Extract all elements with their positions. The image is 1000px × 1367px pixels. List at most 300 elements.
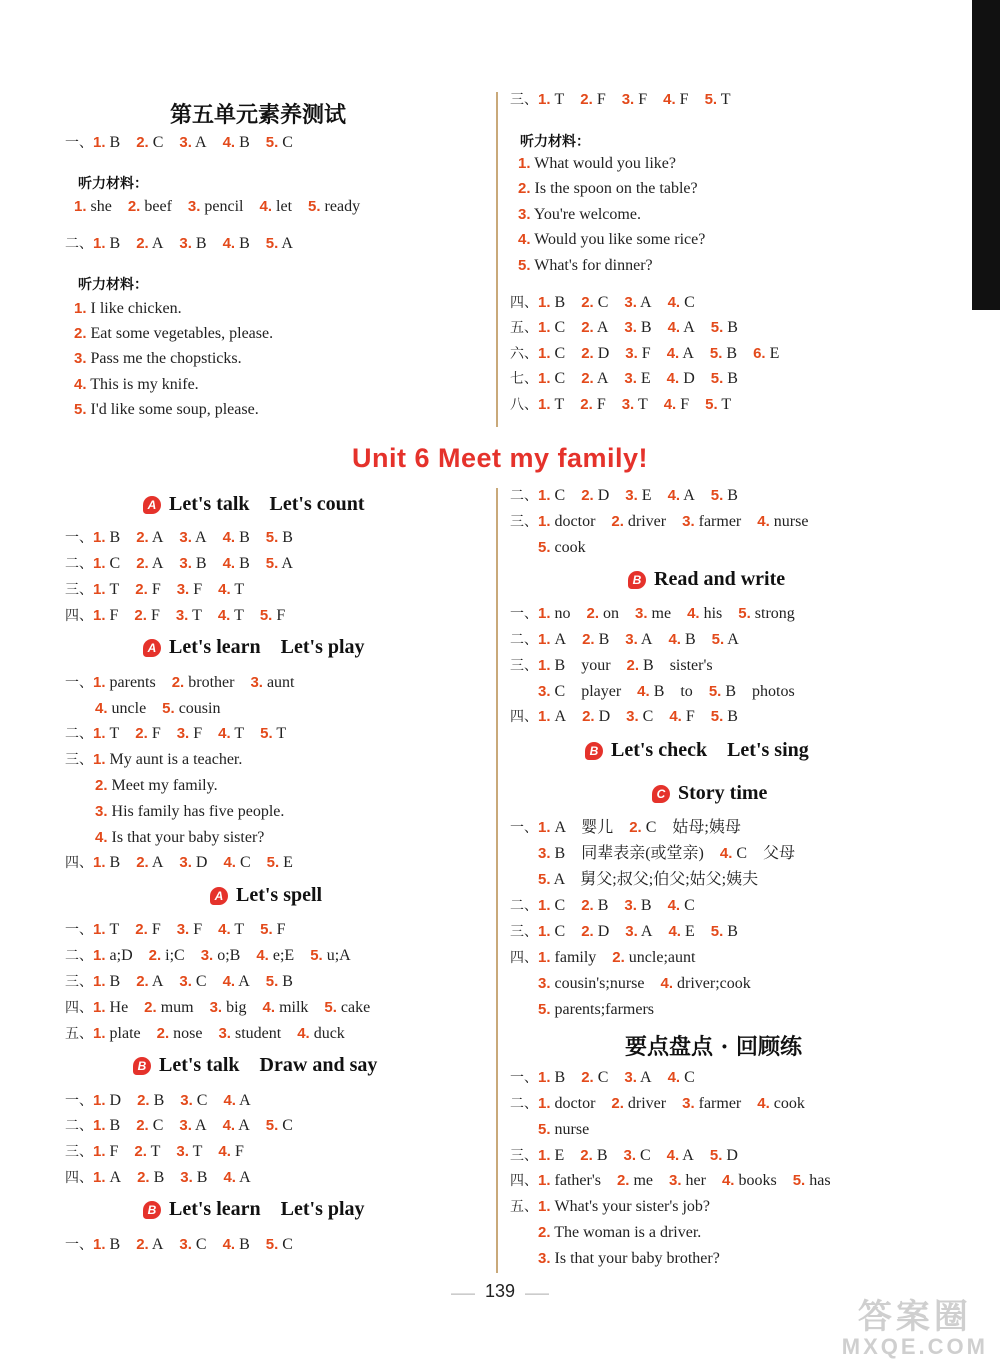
- question-number: 三、: [510, 92, 538, 108]
- item-answer: has: [805, 1172, 831, 1189]
- item-answer: uncle;aunt: [624, 949, 696, 966]
- item-answer: nose: [169, 1025, 203, 1042]
- item-answer: T: [634, 396, 648, 413]
- item-number: 4.: [667, 1069, 681, 1086]
- item-number: 2.: [136, 529, 149, 546]
- answer-line: [74, 375, 199, 395]
- item-answer: T: [717, 91, 731, 108]
- answer-line: [65, 234, 293, 254]
- item-number: 2.: [581, 487, 594, 504]
- item-number: 2.: [136, 134, 149, 151]
- item-number: 1.: [538, 1095, 551, 1112]
- answer-line: [518, 205, 641, 225]
- item-answer: D: [191, 854, 208, 871]
- item-number: 2.: [134, 607, 147, 624]
- answer-line: [510, 486, 738, 506]
- item-number: 1.: [93, 674, 106, 691]
- item-number: 3.: [625, 923, 638, 940]
- item-number: 3.: [176, 921, 190, 938]
- item-answer: B: [235, 235, 250, 252]
- lesson-heading: [628, 568, 785, 591]
- watermark-line1: 答案圈: [857, 1298, 972, 1336]
- item-answer: parents: [105, 674, 156, 691]
- item-number: 5.: [265, 973, 279, 990]
- item-answer: mum: [156, 999, 194, 1016]
- question-number: 三、: [65, 1144, 93, 1160]
- item-number: 1.: [93, 725, 106, 742]
- item-number: 5.: [518, 257, 531, 274]
- item-number: 4.: [222, 1236, 236, 1253]
- item-number: 3.: [624, 1069, 637, 1086]
- item-number: 1.: [93, 555, 106, 572]
- answer-line: [510, 395, 731, 415]
- part-badge-icon: B: [133, 1057, 151, 1075]
- item-answer: B to: [649, 683, 693, 700]
- item-number: 1.: [93, 1025, 106, 1042]
- item-answer: A: [148, 235, 164, 252]
- item-number: 3.: [176, 1143, 189, 1160]
- item-number: 3.: [624, 897, 637, 914]
- item-answer: B: [192, 1169, 208, 1186]
- item-answer: C: [278, 134, 293, 151]
- item-answer: A: [148, 973, 164, 990]
- item-number: 2.: [626, 657, 640, 674]
- item-answer: cake: [336, 999, 371, 1016]
- item-answer: A: [636, 294, 652, 311]
- item-answer: Is that your baby brother?: [550, 1250, 720, 1267]
- item-answer: farmer: [694, 513, 742, 530]
- item-answer: let: [272, 198, 293, 215]
- item-answer: A: [148, 529, 164, 546]
- item-number: 2.: [144, 999, 157, 1016]
- answer-line: [65, 606, 285, 626]
- answer-line: [65, 1116, 293, 1136]
- question-number: 三、: [65, 752, 93, 768]
- item-number: 5.: [538, 1001, 551, 1018]
- item-answer: E: [765, 345, 780, 362]
- item-number: 5.: [538, 871, 551, 888]
- item-number: 4.: [667, 319, 681, 336]
- item-answer: A: [550, 631, 567, 648]
- item-number: 3.: [179, 555, 192, 572]
- item-answer: B 同辈表亲(或堂亲): [550, 845, 704, 862]
- question-number: 六、: [510, 346, 538, 362]
- item-number: 5.: [310, 947, 323, 964]
- column-divider-top: [496, 92, 498, 427]
- item-number: 4.: [721, 1172, 735, 1189]
- item-answer: B your: [550, 657, 611, 674]
- item-answer: C: [235, 854, 251, 871]
- answer-line: [65, 1024, 345, 1044]
- lesson-heading: [143, 636, 365, 659]
- item-number: 4.: [668, 631, 681, 648]
- item-answer: B: [723, 487, 738, 504]
- question-number: 四、: [510, 709, 538, 725]
- item-answer: My aunt is a teacher.: [105, 751, 243, 768]
- question-number: 三、: [510, 514, 538, 530]
- question-number: 四、: [510, 950, 538, 966]
- item-answer: C: [550, 319, 566, 336]
- question-number: 二、: [65, 556, 93, 572]
- answer-line: [510, 1068, 695, 1088]
- item-number: 3.: [187, 198, 201, 215]
- item-answer: milk: [275, 999, 309, 1016]
- item-number: 3.: [538, 1250, 551, 1267]
- item-answer: F: [147, 921, 161, 938]
- lesson-heading-text: Let's learn Let's play: [169, 636, 365, 658]
- item-number: 2.: [611, 513, 624, 530]
- watermark-logo: [842, 1299, 988, 1359]
- item-number: 5.: [260, 725, 273, 742]
- question-number: 二、: [510, 632, 538, 648]
- item-number: 5.: [792, 1172, 806, 1189]
- item-answer: Is the spoon on the table?: [530, 180, 698, 197]
- question-number: 四、: [65, 608, 93, 624]
- answer-line: [510, 922, 738, 942]
- item-answer: nurse: [769, 513, 809, 530]
- item-number: 1.: [93, 854, 106, 871]
- item-answer: brother: [184, 674, 235, 691]
- item-number: 3.: [74, 350, 87, 367]
- item-answer: T: [230, 921, 245, 938]
- item-answer: A: [278, 235, 293, 252]
- item-number: 5.: [709, 345, 723, 362]
- item-number: 4.: [262, 999, 276, 1016]
- item-number: 3.: [200, 947, 214, 964]
- item-number: 4.: [218, 1143, 231, 1160]
- lesson-heading-text: Let's spell: [236, 884, 323, 906]
- item-number: 3.: [538, 975, 551, 992]
- item-answer: A: [637, 923, 653, 940]
- section-title: 第五单元素养测试: [170, 102, 347, 128]
- item-answer: F: [189, 921, 203, 938]
- item-answer: cousin: [174, 700, 221, 717]
- item-answer: A: [550, 708, 567, 725]
- item-answer: D: [105, 1092, 122, 1109]
- question-number: 四、: [510, 1173, 538, 1189]
- item-number: 2.: [612, 949, 625, 966]
- lesson-heading-text: Let's check Let's sing: [611, 739, 809, 761]
- item-answer: F: [147, 581, 161, 598]
- item-number: 2.: [171, 674, 185, 691]
- item-number: 1.: [518, 155, 531, 172]
- item-number: 3.: [621, 396, 635, 413]
- item-number: 5.: [704, 91, 718, 108]
- item-answer: me: [647, 605, 672, 622]
- lesson-heading-text: Let's learn Let's play: [169, 1198, 365, 1220]
- item-answer: A: [148, 555, 164, 572]
- item-answer: C: [680, 294, 695, 311]
- item-answer: A: [235, 1117, 250, 1134]
- item-number: 1.: [538, 949, 551, 966]
- item-answer: T: [230, 607, 244, 624]
- item-number: 5.: [265, 1117, 279, 1134]
- item-number: 1.: [93, 1236, 106, 1253]
- question-number: 一、: [65, 1093, 93, 1109]
- answer-line: [65, 998, 370, 1018]
- item-answer: his: [699, 605, 723, 622]
- item-answer: A: [278, 555, 293, 572]
- item-number: 3.: [176, 581, 190, 598]
- item-answer: C: [680, 1069, 695, 1086]
- lesson-heading: [143, 493, 365, 516]
- lesson-heading-text: Let's talk Let's count: [169, 493, 365, 515]
- answer-line: [538, 870, 758, 890]
- item-answer: duck: [309, 1025, 345, 1042]
- item-answer: F: [681, 708, 695, 725]
- item-answer: A: [148, 854, 164, 871]
- answer-line: [65, 972, 293, 992]
- item-number: 3.: [179, 529, 192, 546]
- item-answer: C: [550, 345, 566, 362]
- item-answer: parents;farmers: [550, 1001, 655, 1018]
- item-answer: D: [722, 1147, 738, 1164]
- item-answer: T: [717, 396, 732, 413]
- item-answer: A 舅父;叔父;伯父;姑父;姨夫: [550, 871, 759, 888]
- item-answer: E: [680, 923, 695, 940]
- listening-material-label: 听力材料：: [78, 176, 148, 192]
- item-answer: D: [594, 708, 611, 725]
- item-number: 3.: [538, 845, 551, 862]
- question-number: 二、: [65, 1118, 93, 1134]
- item-number: 4.: [667, 294, 681, 311]
- item-answer: B: [105, 854, 121, 871]
- item-answer: plate: [105, 1025, 141, 1042]
- answer-line: [510, 1171, 831, 1191]
- item-number: 1.: [538, 897, 551, 914]
- item-answer: A: [148, 1236, 164, 1253]
- item-number: 1.: [538, 631, 551, 648]
- item-answer: cook: [769, 1095, 805, 1112]
- item-number: 2.: [135, 581, 148, 598]
- item-answer: C: [550, 923, 566, 940]
- item-number: 4.: [637, 683, 650, 700]
- item-answer: C: [148, 134, 164, 151]
- item-number: 1.: [538, 708, 551, 725]
- answer-line: [65, 750, 242, 770]
- item-number: 4.: [667, 897, 681, 914]
- item-answer: no: [550, 605, 571, 622]
- item-answer: T: [105, 921, 120, 938]
- item-answer: B: [636, 897, 652, 914]
- item-answer: C: [593, 294, 609, 311]
- item-number: 4.: [218, 581, 231, 598]
- item-number: 4.: [74, 376, 87, 393]
- item-answer: T: [188, 607, 202, 624]
- lesson-heading: [210, 884, 322, 907]
- item-answer: D: [593, 487, 610, 504]
- item-number: 1.: [93, 529, 106, 546]
- item-answer: big: [222, 999, 247, 1016]
- item-answer: C: [278, 1236, 293, 1253]
- item-number: 4.: [222, 235, 236, 252]
- item-answer: B: [105, 1117, 121, 1134]
- item-answer: D: [593, 923, 610, 940]
- item-number: 4.: [663, 91, 676, 108]
- item-number: 2.: [581, 319, 594, 336]
- answer-line: [538, 538, 586, 558]
- item-number: 3.: [518, 206, 531, 223]
- item-number: 5.: [308, 198, 321, 215]
- item-answer: B: [550, 1069, 566, 1086]
- answer-line: [518, 179, 698, 199]
- answer-line: [74, 197, 360, 217]
- item-number: 2.: [586, 605, 600, 622]
- item-answer: B: [723, 319, 738, 336]
- item-answer: T: [230, 725, 245, 742]
- item-number: 4.: [223, 854, 236, 871]
- item-number: 3.: [625, 345, 638, 362]
- lesson-heading: [143, 1198, 365, 1221]
- item-number: 1.: [538, 657, 551, 674]
- item-answer: T: [146, 1143, 161, 1160]
- item-number: 2.: [136, 235, 149, 252]
- item-answer: C: [105, 555, 121, 572]
- part-badge-icon: B: [585, 742, 603, 760]
- item-answer: Meet my family.: [107, 777, 218, 794]
- item-answer: T: [105, 581, 120, 598]
- answer-line: [538, 844, 795, 864]
- item-number: 3.: [624, 294, 637, 311]
- answer-line: [65, 946, 351, 966]
- answer-line: [538, 1223, 701, 1243]
- item-number: 3.: [624, 319, 637, 336]
- item-answer: F: [675, 91, 689, 108]
- answer-line: [65, 920, 286, 940]
- item-number: 4.: [222, 529, 236, 546]
- question-number: 二、: [510, 898, 538, 914]
- item-answer: C: [638, 708, 654, 725]
- item-number: 5.: [324, 999, 337, 1016]
- item-answer: C: [191, 1236, 207, 1253]
- item-number: 3.: [626, 708, 639, 725]
- item-number: 4.: [222, 973, 236, 990]
- item-answer: B: [105, 1236, 121, 1253]
- item-answer: C 姑母;姨母: [641, 819, 741, 836]
- item-number: 2.: [134, 1143, 147, 1160]
- item-answer: F: [105, 1143, 119, 1160]
- item-answer: A: [105, 1169, 122, 1186]
- item-answer: B: [191, 235, 207, 252]
- item-answer: B: [723, 708, 738, 725]
- question-number: 一、: [65, 922, 93, 938]
- item-answer: What would you like?: [530, 155, 676, 172]
- item-number: 3.: [218, 1025, 231, 1042]
- item-number: 2.: [581, 370, 594, 387]
- lesson-heading: [585, 739, 809, 762]
- item-answer: B: [550, 294, 566, 311]
- question-number: 一、: [65, 675, 93, 691]
- item-number: 3.: [179, 235, 192, 252]
- item-number: 3.: [180, 1169, 193, 1186]
- item-answer: i;C: [161, 947, 185, 964]
- answer-line: [538, 1249, 720, 1269]
- item-number: 1.: [93, 1169, 106, 1186]
- item-answer: Is that your baby sister?: [107, 829, 265, 846]
- item-number: 3.: [175, 607, 189, 624]
- item-number: 3.: [250, 674, 263, 691]
- question-number: 七、: [510, 371, 538, 387]
- item-answer: B: [593, 897, 609, 914]
- answer-line: [518, 154, 676, 174]
- item-number: 4.: [256, 947, 269, 964]
- question-number: 一、: [65, 1237, 93, 1253]
- answer-line: [510, 707, 738, 727]
- question-number: 五、: [510, 1199, 538, 1215]
- item-answer: B: [680, 631, 696, 648]
- answer-line: [510, 369, 738, 389]
- item-answer: C 父母: [732, 845, 796, 862]
- item-number: 4.: [218, 725, 231, 742]
- item-number: 2.: [137, 1169, 150, 1186]
- item-answer: A: [679, 1147, 694, 1164]
- answer-line: [74, 400, 259, 420]
- answer-line: [74, 324, 273, 344]
- item-number: 1.: [538, 923, 551, 940]
- item-answer: B: [235, 134, 250, 151]
- item-number: 4.: [719, 845, 733, 862]
- item-answer: F: [676, 396, 690, 413]
- item-answer: D: [679, 370, 695, 387]
- item-number: 4.: [218, 921, 231, 938]
- answer-line: [74, 299, 182, 319]
- item-number: 4.: [666, 370, 680, 387]
- item-answer: doctor: [550, 1095, 596, 1112]
- item-answer: B: [278, 529, 293, 546]
- item-number: 1.: [538, 370, 551, 387]
- item-number: 1.: [538, 345, 551, 362]
- item-number: 2.: [156, 1025, 170, 1042]
- item-number: 1.: [93, 999, 106, 1016]
- question-number: 二、: [510, 488, 538, 504]
- lesson-heading: [652, 782, 767, 805]
- item-answer: ready: [320, 198, 361, 215]
- item-number: 1.: [74, 198, 87, 215]
- question-number: 一、: [65, 530, 93, 546]
- item-answer: C: [191, 973, 207, 990]
- item-number: 2.: [611, 1095, 624, 1112]
- item-number: 4.: [223, 1169, 236, 1186]
- item-number: 4.: [222, 1117, 236, 1134]
- question-number: 三、: [510, 1148, 538, 1164]
- item-number: 1.: [538, 487, 551, 504]
- answer-line: [510, 293, 695, 313]
- item-number: 5.: [265, 555, 279, 572]
- item-number: 5.: [705, 396, 718, 413]
- item-answer: F: [592, 91, 606, 108]
- answer-line: [510, 948, 695, 968]
- item-number: 4.: [668, 923, 681, 940]
- answer-line: [510, 896, 695, 916]
- part-badge-icon: C: [652, 785, 670, 803]
- item-number: 1.: [93, 1143, 106, 1160]
- answer-line: [510, 1094, 805, 1114]
- question-number: 四、: [65, 855, 93, 871]
- answer-line: [510, 604, 795, 624]
- item-number: 2.: [136, 555, 149, 572]
- answer-line: [510, 90, 731, 110]
- question-number: 一、: [510, 820, 538, 836]
- item-answer: C: [680, 897, 695, 914]
- answer-line: [95, 828, 264, 848]
- item-answer: aunt: [262, 674, 295, 691]
- item-answer: A: [235, 1169, 251, 1186]
- item-answer: What's for dinner?: [530, 257, 653, 274]
- item-answer: strong: [750, 605, 795, 622]
- watermark-line2: MXQE.COM: [841, 1334, 988, 1359]
- item-number: 5.: [265, 1236, 279, 1253]
- item-answer: F: [634, 91, 648, 108]
